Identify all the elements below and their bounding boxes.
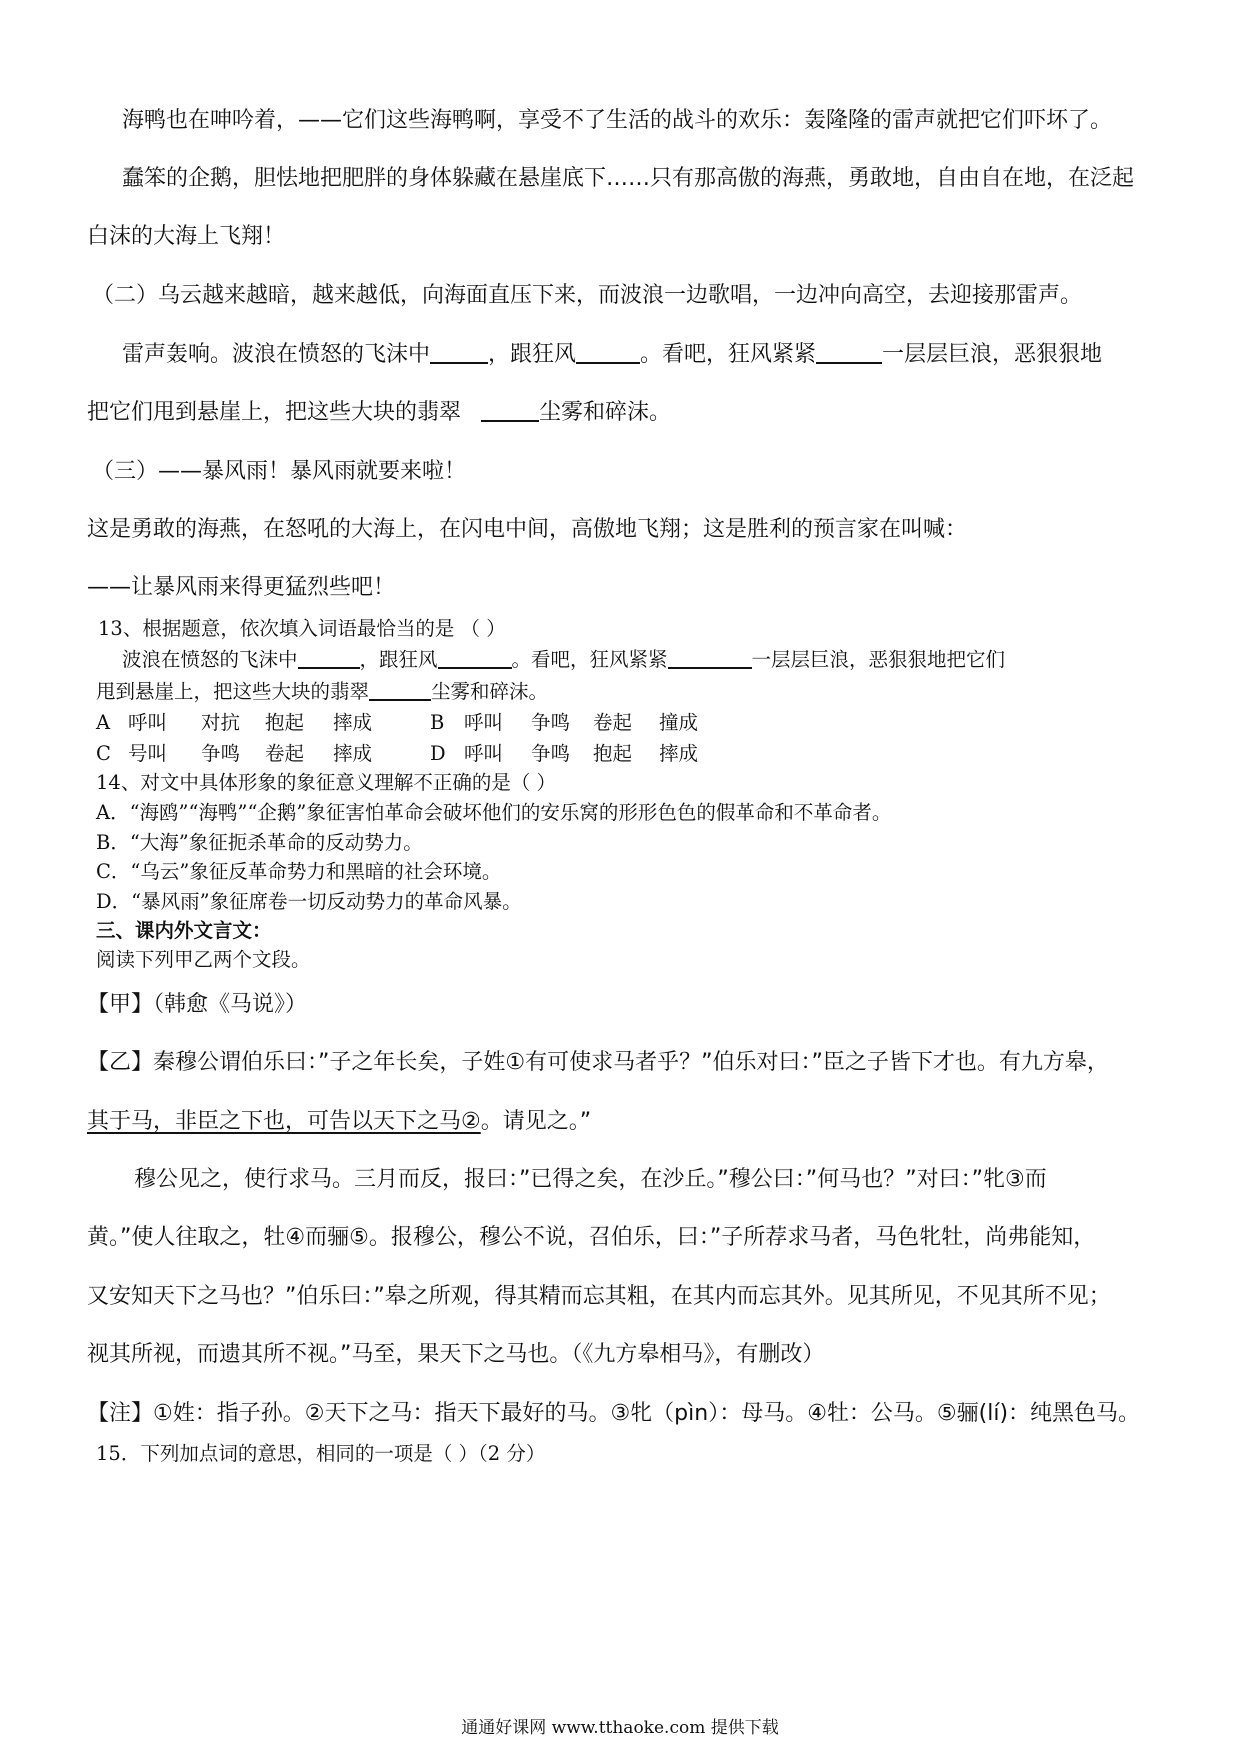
answer-option[interactable]: D．“暴风雨”象征席卷一切反动势力的革命风暴。 [96,890,522,913]
classical-text: 。请见之。” [480,1109,592,1134]
question-14-stem: 14、对文中具体形象的象征意义理解不正确的是（ ） [96,771,557,794]
answer-option[interactable]: B．“大海”象征扼杀革命的反动势力。 [96,831,423,854]
option-word: 争鸣 [531,742,571,765]
fill-blank[interactable] [369,681,431,701]
passage-text: 把它们甩到悬崖上，把这些大块的翡翠 [87,400,462,425]
classical-text-line: 视其所视，而遗其所不视。”马至，果天下之马也。（《九方皋相马》，有删改） [87,1342,825,1367]
passage-text: 。看吧，狂风紧紧 [640,342,817,367]
classical-text-line: 又安知天下之马也？”伯乐曰：”皋之所观，得其精而忘其粗，在其内而忘其外。见其所见，不见其所不见； [87,1284,1111,1309]
passage-paragraph: 这是勇敢的海燕，在怒吼的大海上，在闪电中间，高傲地飞翔；这是胜利的预言家在叫喊： [87,517,968,542]
option-word: 抱起 [593,742,633,765]
question-text: 。看吧，狂风紧紧 [511,648,668,671]
question-text: 波浪在愤怒的飞沫中 [122,648,298,671]
option-word: 对抗 [201,711,241,734]
option-word: 争鸣 [531,711,571,734]
question-13-passage [96,676,548,704]
option-word: 呼叫 [128,711,168,734]
answer-option-row[interactable] [96,738,698,766]
fill-blank[interactable] [668,649,752,669]
classical-text-line: 黄。”使人往取之，牡④而骊⑤。报穆公，穆公不说，召伯乐，曰：”子所荐求马者，马色牝牡，尚弗能知， [87,1225,1096,1250]
passage-fill-line [87,395,671,426]
option-word: 撞成 [659,711,699,734]
fill-blank[interactable] [481,400,539,422]
underlined-sentence: 其于马，非臣之下也，可告以天下之马② [87,1109,481,1134]
passage-text: 尘雾和碎沫。 [539,400,672,425]
classical-text-line: 【乙】秦穆公谓伯乐曰：”子之年长矣，子姓①有可使求马者乎？”伯乐对曰：”臣之子皆下才也。有九方皋， [87,1050,1109,1075]
option-letter: B [430,711,445,734]
section-intro: 阅读下列甲乙两个文段。 [96,948,311,971]
passage-text: 雷声轰响。波浪在愤怒的飞沫中 [122,342,431,367]
question-text: 甩到悬崖上，把这些大块的翡翠 [96,680,370,703]
option-word: 摔成 [659,742,699,765]
question-13-stem: 13、根据题意，依次填入词语最恰当的是 （ ） [98,617,506,640]
passage-paragraph: ——让暴风雨来得更猛烈些吧！ [87,575,396,600]
option-word: 卷起 [593,711,633,734]
option-letter: D [430,742,446,765]
annotation-note: 【注】①姓：指子孙。②天下之马：指天下最好的马。③牝（pìn）：母马。④牡：公马。⑤骊(lí)：纯黑色马。 [87,1401,1141,1426]
option-word: 卷起 [265,742,305,765]
passage-paragraph: （二）乌云越来越暗，越来越低，向海面直压下来，而波浪一边歌唱，一边冲向高空，去迎接那雷声。 [92,283,1083,308]
option-word: 摔成 [333,711,373,734]
question-text: ，跟狂风 [359,648,438,671]
option-letter: A [96,711,111,734]
passage-fill-line [122,337,1102,368]
option-word: 呼叫 [464,711,504,734]
question-15-stem: 15．下列加点词的意思，相同的一项是（ ）（2 分） [96,1442,546,1465]
answer-option[interactable]: C．“乌云”象征反革命势力和黑暗的社会环境。 [96,860,502,883]
question-text: 尘雾和碎沫。 [431,680,549,703]
option-word: 摔成 [333,742,373,765]
fill-blank[interactable] [298,649,360,669]
passage-paragraph: 蠢笨的企鹅，胆怯地把肥胖的身体躲藏在悬崖底下……只有那高傲的海燕，勇敢地，自由自在地，在泛起 [122,166,1135,191]
question-text: 一层层巨浪，恶狠狠地把它们 [751,648,1006,671]
classical-text-line [87,1104,591,1135]
passage-paragraph: 海鸭也在呻吟着，——它们这些海鸭啊，享受不了生活的战斗的欢乐：轰隆隆的雷声就把它们吓坏了。 [122,108,1113,133]
passage-text: ，跟狂风 [488,342,577,367]
page-footer: 通通好课网 www.tthaoke.com 提供下载 [461,1718,779,1738]
text-jia-title: 【甲】（韩愈《马说》） [87,992,308,1017]
section-heading: 三、课内外文言文： [96,919,272,942]
classical-text-line: 穆公见之，使行求马。三月而反，报曰：”已得之矣，在沙丘。”穆公曰：”何马也？”对曰：”牝③而 [134,1167,1047,1192]
passage-text: 一层层巨浪，恶狠狠地 [882,342,1103,367]
option-word: 号叫 [128,742,168,765]
passage-paragraph: 白沫的大海上飞翔！ [87,224,286,249]
fill-blank[interactable] [816,342,882,364]
fill-blank[interactable] [438,649,512,669]
fill-blank[interactable] [576,342,640,364]
fill-blank[interactable] [430,342,488,364]
question-13-passage [122,644,1005,672]
option-word: 争鸣 [201,742,241,765]
answer-option-row[interactable] [96,707,698,735]
answer-option[interactable]: A．“海鸥”“海鸭”“企鹅”象征害怕革命会破坏他们的安乐窝的形形色色的假革命和不革命者。 [96,801,892,824]
option-word: 抱起 [265,711,305,734]
option-letter: C [96,742,111,765]
passage-paragraph: （三）——暴风雨！暴风雨就要来啦！ [92,459,467,484]
option-word: 呼叫 [464,742,504,765]
